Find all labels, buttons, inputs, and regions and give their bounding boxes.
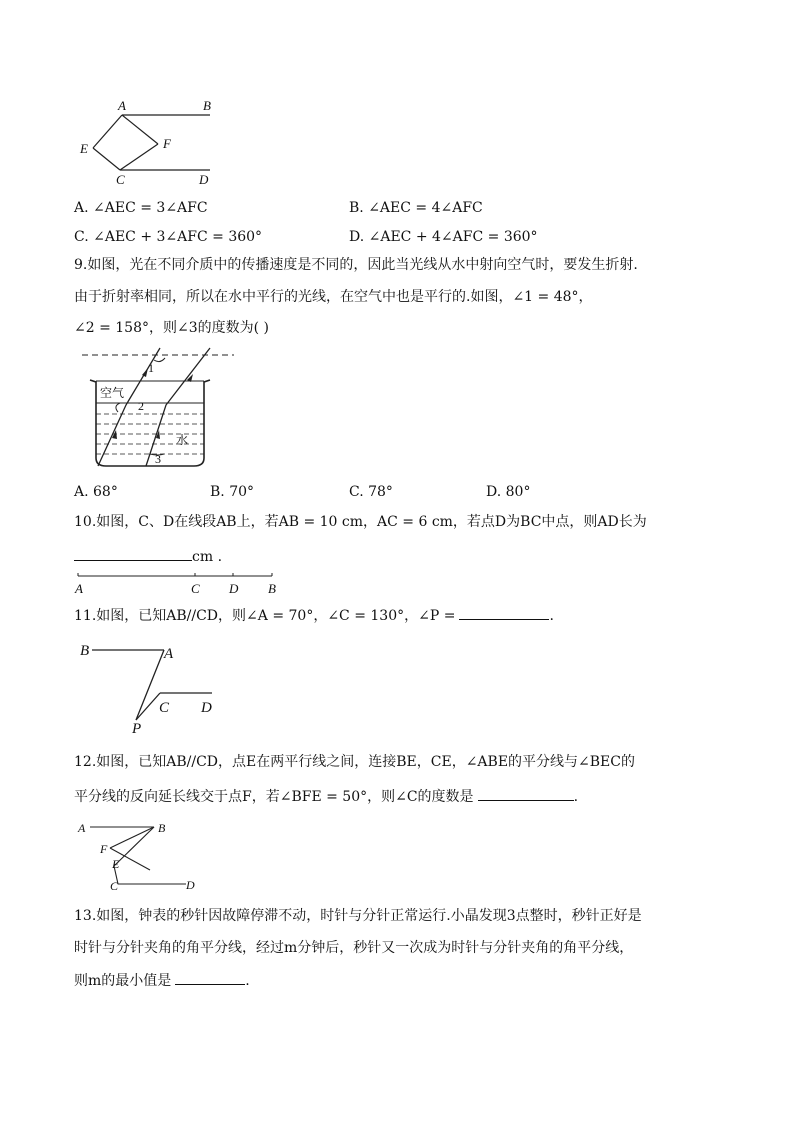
fig9-ray-right — [146, 348, 210, 466]
fig12-label-c: C — [110, 879, 119, 893]
q12-question-text: 平分线的反向延长线交于点F，若∠BFE = 50°，则∠C的度数是 — [74, 789, 474, 805]
figure-q9-beaker — [82, 348, 242, 468]
q11-text-line-1 — [74, 605, 554, 626]
fig9-label-2: 2 — [138, 399, 144, 413]
fig10-label-b: B — [268, 581, 276, 596]
fig8-line-ec — [93, 148, 120, 170]
q9-text-line-1: 9.如图，光在不同介质中的传播速度是不同的，因此当光线从水中射向空气时，要发生折射. — [74, 257, 638, 273]
q10-answer-line — [74, 546, 222, 567]
fig8-line-af — [122, 115, 158, 144]
fig12-label-d: D — [186, 878, 195, 892]
q10-text-line-1: 10.如图，C、D在线段AB上，若AB = 10 cm，AC = 6 cm，若点D为BC中点，则AD长为 — [74, 514, 647, 530]
figure-q11 — [78, 640, 228, 735]
q8-option-d: D. ∠AEC + 4∠AFC = 360° — [349, 229, 538, 245]
fig9-angle-1-arc — [154, 358, 165, 362]
figure-q8 — [76, 98, 236, 187]
fig8-label-b: B — [203, 98, 211, 113]
fig8-label-a: A — [118, 98, 126, 113]
q9-option-b: B. 70° — [210, 484, 255, 500]
fig11-label-c: C — [159, 700, 170, 716]
q10-answer-blank[interactable] — [74, 546, 192, 561]
q11-answer-blank[interactable] — [459, 605, 549, 620]
fig8-line-fc — [120, 144, 158, 170]
q9-text-line-2: 由于折射率相同，所以在水中平行的光线，在空气中也是平行的.如图，∠1 = 48°， — [74, 289, 593, 305]
q12-end: . — [573, 789, 579, 805]
q12-answer-blank[interactable] — [478, 786, 574, 801]
q13-text-line-1: 13.如图，钟表的秒针因故障停滞不动，时针与分针正常运行.小晶发现3点整时，秒针正好是 — [74, 908, 642, 924]
q8-option-b: B. ∠AEC = 4∠AFC — [349, 200, 483, 216]
fig8-label-d: D — [199, 172, 209, 187]
fig10-label-a: A — [75, 581, 83, 596]
fig10-label-c: C — [191, 581, 200, 596]
fig8-line-ae — [93, 115, 122, 148]
fig9-label-3: 3 — [155, 452, 161, 466]
q13-text-line-3 — [74, 970, 250, 991]
q11-question-text: 11.如图，已知AB//CD，则∠A = 70°，∠C = 130°，∠P = — [74, 608, 456, 624]
fig9-label-water: 水 — [176, 433, 189, 447]
fig12-label-a: A — [78, 821, 86, 835]
fig11-label-b: B — [80, 643, 90, 659]
fig9-label-1: 1 — [148, 361, 154, 375]
fig10-label-d: D — [229, 581, 239, 596]
q8-option-a: A. ∠AEC = 3∠AFC — [74, 200, 208, 216]
q13-end: . — [245, 973, 250, 989]
fig11-line-pc — [136, 693, 160, 720]
fig12-label-e: E — [112, 857, 120, 871]
fig11-label-a: A — [164, 646, 174, 662]
fig8-label-e: E — [80, 141, 88, 156]
q11-end: . — [549, 608, 554, 624]
fig11-label-d: D — [201, 700, 212, 716]
q8-option-c: C. ∠AEC + 3∠AFC = 360° — [74, 229, 263, 245]
fig12-line-be — [114, 827, 154, 866]
q9-option-a: A. 68° — [74, 484, 118, 500]
q10-unit: cm . — [192, 549, 223, 565]
q9-option-c: C. 78° — [349, 484, 393, 500]
fig9-label-air: 空气 — [100, 386, 125, 400]
figure-q12 — [78, 818, 208, 893]
fig12-line-bf — [110, 827, 154, 848]
fig8-label-f: F — [163, 136, 171, 151]
fig12-label-f: F — [100, 842, 108, 856]
fig8-label-c: C — [116, 172, 125, 187]
q9-text-line-3: ∠2 = 158°，则∠3的度数为( ) — [74, 320, 270, 336]
figure-q10-segment — [74, 570, 284, 596]
q12-text-line-1: 12.如图，已知AB//CD，点E在两平行线之间，连接BE，CE，∠ABE的平分线与∠BEC的 — [74, 754, 635, 770]
q13-answer-blank[interactable] — [175, 970, 245, 985]
q13-question-text: 则m的最小值是 — [74, 973, 172, 989]
fig12-label-b: B — [158, 821, 166, 835]
fig11-label-p: P — [132, 721, 142, 737]
q12-text-line-2 — [74, 786, 578, 807]
q13-text-line-2: 时针与分针夹角的角平分线，经过m分钟后，秒针又一次成为时针与分针夹角的角平分线， — [74, 940, 634, 956]
q9-option-d: D. 80° — [486, 484, 531, 500]
fig9-angle-2-arc — [116, 403, 120, 412]
